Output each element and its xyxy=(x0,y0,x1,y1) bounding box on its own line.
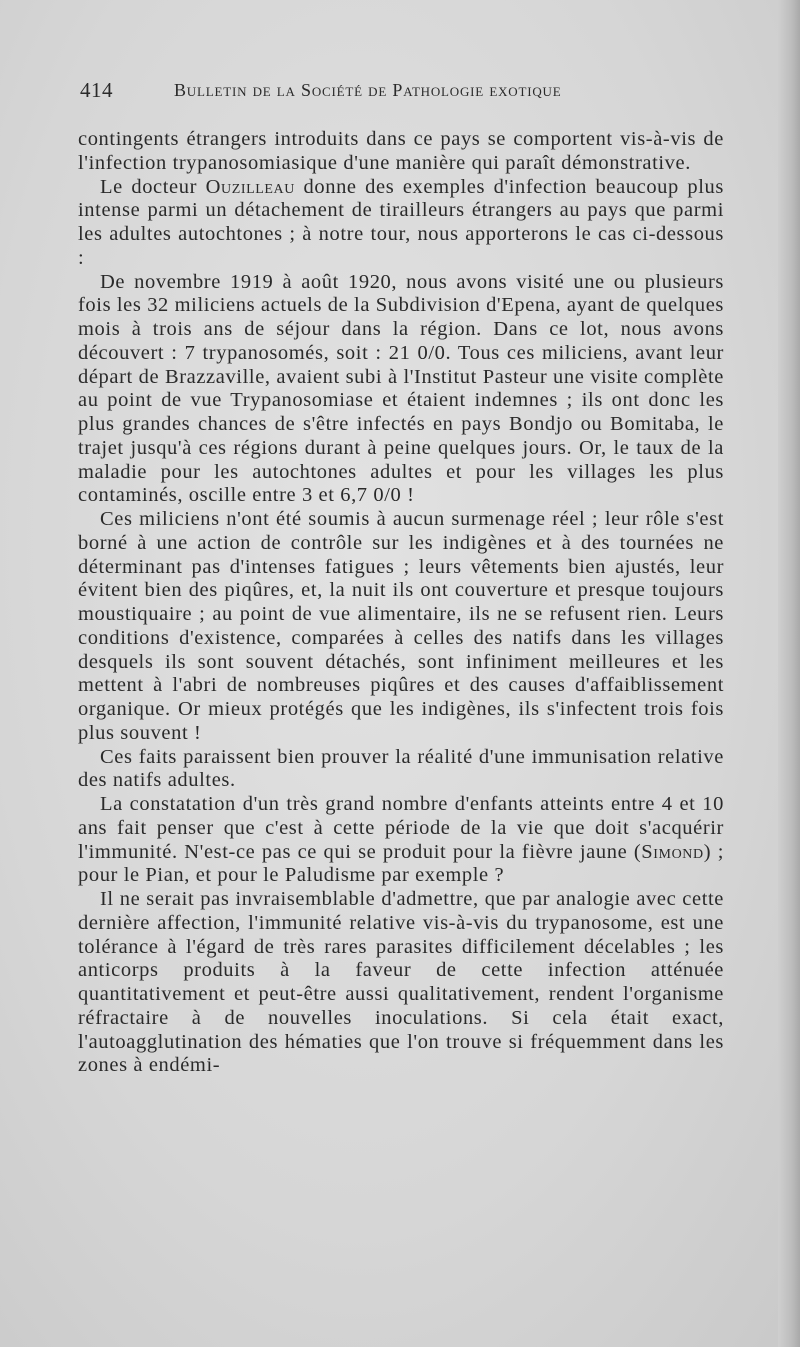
paragraph-1: contingents étrangers introduits dans ce pays se comportent vis-à-vis de l'infection trypanosomiasique d'une manière qui paraît démonstrative. xyxy=(78,128,724,174)
paragraph-4: Ces miliciens n'ont été soumis à aucun surmenage réel ; leur rôle s'est borné à une action de contrôle sur les indigènes et à des tournées ne déterminant pas d'intenses fatigues ; leurs vêtements bien ajustés, leur évitent bien des piqûres, et, la nuit ils ont couverture et presque toujours moustiquaire ; au point de vue alimentaire, ils ne se refusent rien. Leurs conditions d'existence, comparées à celles des natifs dans les villages desquels ils sont souvent détachés, sont infiniment meilleures et les mettent à l'abri de nombreuses piqûres et des causes d'affaiblissement organique. Or mieux protégés que les indigènes, ils s'infectent trois fois plus souvent ! xyxy=(78,508,724,744)
running-header xyxy=(80,78,722,108)
body-text xyxy=(78,128,724,1078)
paragraph-3: De novembre 1919 à août 1920, nous avons visité une ou plusieurs fois les 32 miliciens actuels de la Subdivision d'Epena, ayant de quelques mois à trois ans de séjour dans la région. Dans ce lot, nous avons découvert : 7 trypanosomés, soit : 21 0/0. Tous ces miliciens, avant leur départ de Brazzaville, avaient subi à l'Institut Pasteur une visite complète au point de vue Trypanosomiase et étaient indemnes ; ils ont donc les plus grandes chances de s'être infectés en pays Bondjo ou Bomitaba, le trajet jusqu'à ces régions durant à peine quelques jours. Or, le taux de la maladie pour les autochtones adultes et pour les villages les plus contaminés, oscille entre 3 et 6,7 0/0 ! xyxy=(78,270,724,507)
page-number: 414 xyxy=(80,78,113,102)
paragraph-7: Il ne serait pas invraisemblable d'admettre, que par analogie avec cette dernière affection, l'immunité relative vis-à-vis du trypanosome, est une tolérance à l'égard de très rares parasites difficilement décelables ; les anticorps produits à la faveur de cette infection atténuée quantitativement et peut-être aussi qualitativement, rendent l'organisme réfractaire à de nouvelles inoculations. Si cela était exact, l'autoagglutination des hématies que l'on trouve si fréquemment dans les zones à endémi- xyxy=(78,888,724,1077)
paragraph-5: Ces faits paraissent bien prouver la réalité d'une immunisation relative des natifs adultes. xyxy=(78,745,724,792)
paragraph-2: Le docteur Ouzilleau donne des exemples d'infection beaucoup plus intense parmi un détachement de tirailleurs étrangers au pays que parmi les adultes autochtones ; à notre tour, nous apporterons le cas ci-dessous : xyxy=(78,175,724,269)
page-edge-shadow xyxy=(778,0,800,1347)
author-name-ouzilleau: Ouzilleau xyxy=(205,175,295,198)
paragraph-6: La constatation d'un très grand nombre d'enfants atteints entre 4 et 10 ans fait penser que c'est à cette période de la vie que doit s'acquérir l'immunité. N'est-ce pas ce qui se produit pour la fièvre jaune (Simond) ; pour le Pian, et pour le Paludisme par exemple ? xyxy=(78,793,724,887)
author-name-simond: Simond xyxy=(641,840,704,863)
running-title: Bulletin de la Société de Pathologie exotique xyxy=(174,80,562,100)
